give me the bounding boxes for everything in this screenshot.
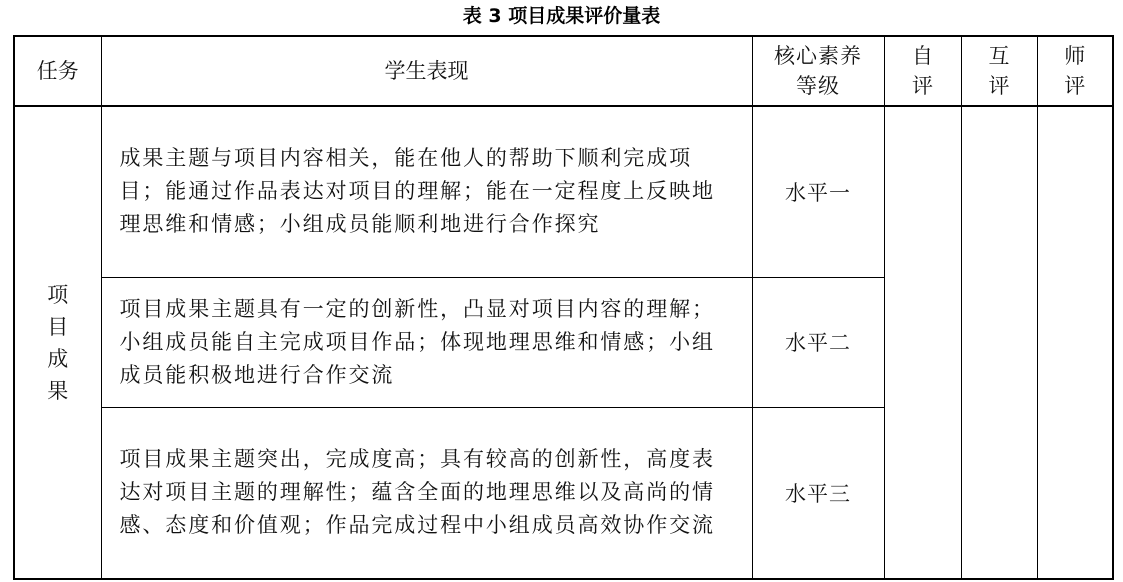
header-level-text: 核心素养 等级 bbox=[774, 44, 862, 98]
header-performance: 学生表现 bbox=[101, 36, 752, 106]
header-peer bbox=[961, 36, 1037, 106]
task-label: 项目成果 bbox=[47, 282, 69, 403]
table-caption: 表 3 项目成果评价量表 bbox=[462, 5, 661, 27]
self-eval-cell bbox=[884, 106, 961, 579]
table-row bbox=[14, 106, 1113, 277]
level-cell: 水平三 bbox=[752, 407, 884, 579]
header-teacher bbox=[1037, 36, 1113, 106]
level-cell: 水平二 bbox=[752, 277, 884, 407]
header-peer-text: 互评 bbox=[988, 44, 1010, 98]
task-cell bbox=[14, 106, 101, 579]
header-self bbox=[884, 36, 961, 106]
header-level bbox=[752, 36, 884, 106]
peer-eval-cell bbox=[961, 106, 1037, 579]
header-task: 任务 bbox=[14, 36, 101, 106]
performance-cell: 项目成果主题突出，完成度高；具有较高的创新性，高度表达对项目主题的理解性；蕴含全面的地理思维以及高尚的情感、态度和价值观；作品完成过程中小组成员高效协作交流 bbox=[101, 407, 752, 579]
performance-cell: 成果主题与项目内容相关，能在他人的帮助下顺利完成项目；能通过作品表达对项目的理解；能在一定程度上反映地理思维和情感；小组成员能顺利地进行合作探究 bbox=[101, 106, 752, 277]
header-teacher-text: 师评 bbox=[1064, 44, 1086, 98]
level-cell: 水平一 bbox=[752, 106, 884, 277]
evaluation-table bbox=[13, 35, 1114, 580]
performance-cell: 项目成果主题具有一定的创新性，凸显对项目内容的理解；小组成员能自主完成项目作品；体现地理思维和情感；小组成员能积极地进行合作交流 bbox=[101, 277, 752, 407]
header-self-text: 自评 bbox=[912, 44, 933, 98]
teacher-eval-cell bbox=[1037, 106, 1113, 579]
